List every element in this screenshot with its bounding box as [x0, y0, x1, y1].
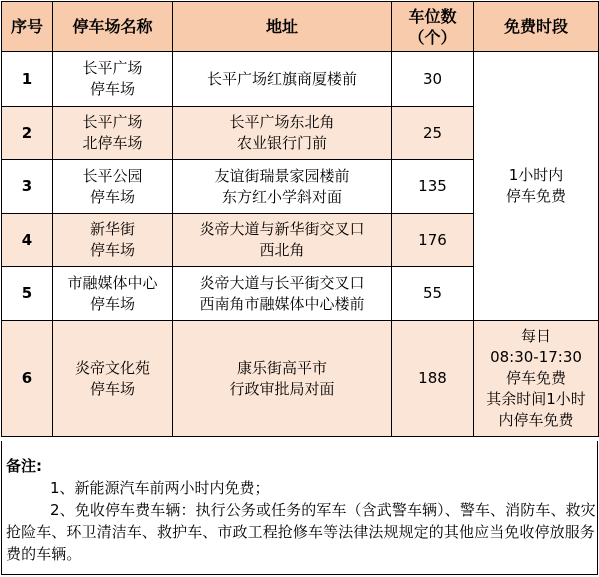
row-name — [53, 214, 173, 267]
name-line: 长平广场 — [82, 113, 143, 131]
address-line: 炎帝大道与长平街交叉口 — [199, 273, 365, 292]
row-seq: 5 — [2, 267, 53, 321]
header-spaces — [392, 2, 474, 52]
name-line: 北停车场 — [82, 134, 143, 152]
address-line: 长平广场东北角 — [229, 113, 335, 131]
free-line: 其余时间1小时 — [486, 390, 586, 408]
address-line: 西南角市融媒体中心楼前 — [199, 294, 365, 313]
notes-section — [1, 441, 598, 575]
notes-item-2: 2、免收停车费车辆：执行公务或任务的军车（含武警车辆）、警车、消防车、救灾抢险车、环卫清洁车、救护车、市政工程抢修车等法律法规规定的其他应当免收停放服务费的车辆。 — [6, 501, 596, 563]
name-line: 炎帝文化苑 — [74, 358, 150, 377]
header-seq: 序号 — [2, 2, 53, 52]
row-name — [53, 267, 173, 321]
row-spaces: 55 — [392, 267, 474, 321]
row-spaces: 135 — [392, 160, 474, 214]
free-period-shared — [474, 52, 599, 321]
row-spaces: 25 — [392, 107, 474, 160]
row-name — [53, 52, 173, 107]
address-line: 康乐街高平市 — [236, 358, 327, 377]
row-address — [173, 107, 392, 160]
name-line: 长平公园 — [82, 166, 143, 185]
name-line: 长平广场 — [82, 59, 143, 77]
address-line: 东方红小学斜对面 — [221, 187, 342, 206]
free-line: 停车免费 — [505, 187, 566, 205]
row-seq: 3 — [2, 160, 53, 214]
row-seq: 2 — [2, 107, 53, 160]
free-line: 停车免费 — [505, 369, 566, 387]
name-line: 停车场 — [89, 241, 135, 259]
header-spaces-line1: 车位数 — [408, 6, 457, 26]
name-line: 市融媒体中心 — [67, 273, 158, 292]
row-name — [53, 160, 173, 214]
header-name: 停车场名称 — [53, 2, 173, 52]
header-free: 免费时段 — [474, 2, 599, 52]
address-line: 友谊街瑞景家园楼前 — [214, 166, 350, 185]
free-line: 内停车免费 — [498, 411, 574, 429]
row-spaces: 188 — [392, 321, 474, 437]
free-period-row6 — [474, 321, 599, 437]
name-line: 停车场 — [89, 379, 135, 398]
notes-title: 备注: — [6, 457, 42, 475]
row-spaces: 30 — [392, 52, 474, 107]
address-line: 西北角 — [259, 241, 305, 259]
notes-item-1: 1、新能源汽车前两小时内免费； — [50, 479, 270, 497]
row-address — [173, 267, 392, 321]
table-row — [2, 52, 599, 107]
parking-table-page — [1, 1, 598, 575]
name-line: 停车场 — [89, 80, 135, 98]
row-seq: 4 — [2, 214, 53, 267]
table-header-row — [2, 2, 599, 52]
header-spaces-line2: （个） — [408, 27, 457, 47]
address-line: 长平广场红旗商厦楼前 — [206, 69, 357, 88]
name-line: 停车场 — [89, 294, 135, 313]
row-address — [173, 160, 392, 214]
row-name — [53, 107, 173, 160]
row-address — [173, 52, 392, 107]
row-seq: 6 — [2, 321, 53, 437]
free-line: 08:30-17:30 — [490, 348, 582, 366]
free-line: 1小时内 — [508, 166, 564, 184]
name-line: 停车场 — [89, 187, 135, 206]
address-line: 行政审批局对面 — [229, 379, 335, 398]
row-address — [173, 214, 392, 267]
table-row — [2, 321, 599, 437]
free-line: 每日 — [520, 327, 551, 345]
name-line: 新华街 — [89, 220, 135, 238]
address-line: 农业银行门前 — [236, 134, 327, 152]
parking-lot-table — [1, 1, 599, 437]
row-seq: 1 — [2, 52, 53, 107]
row-address — [173, 321, 392, 437]
row-spaces: 176 — [392, 214, 474, 267]
address-line: 炎帝大道与新华街交叉口 — [199, 220, 365, 238]
row-name — [53, 321, 173, 437]
header-address: 地址 — [173, 2, 392, 52]
